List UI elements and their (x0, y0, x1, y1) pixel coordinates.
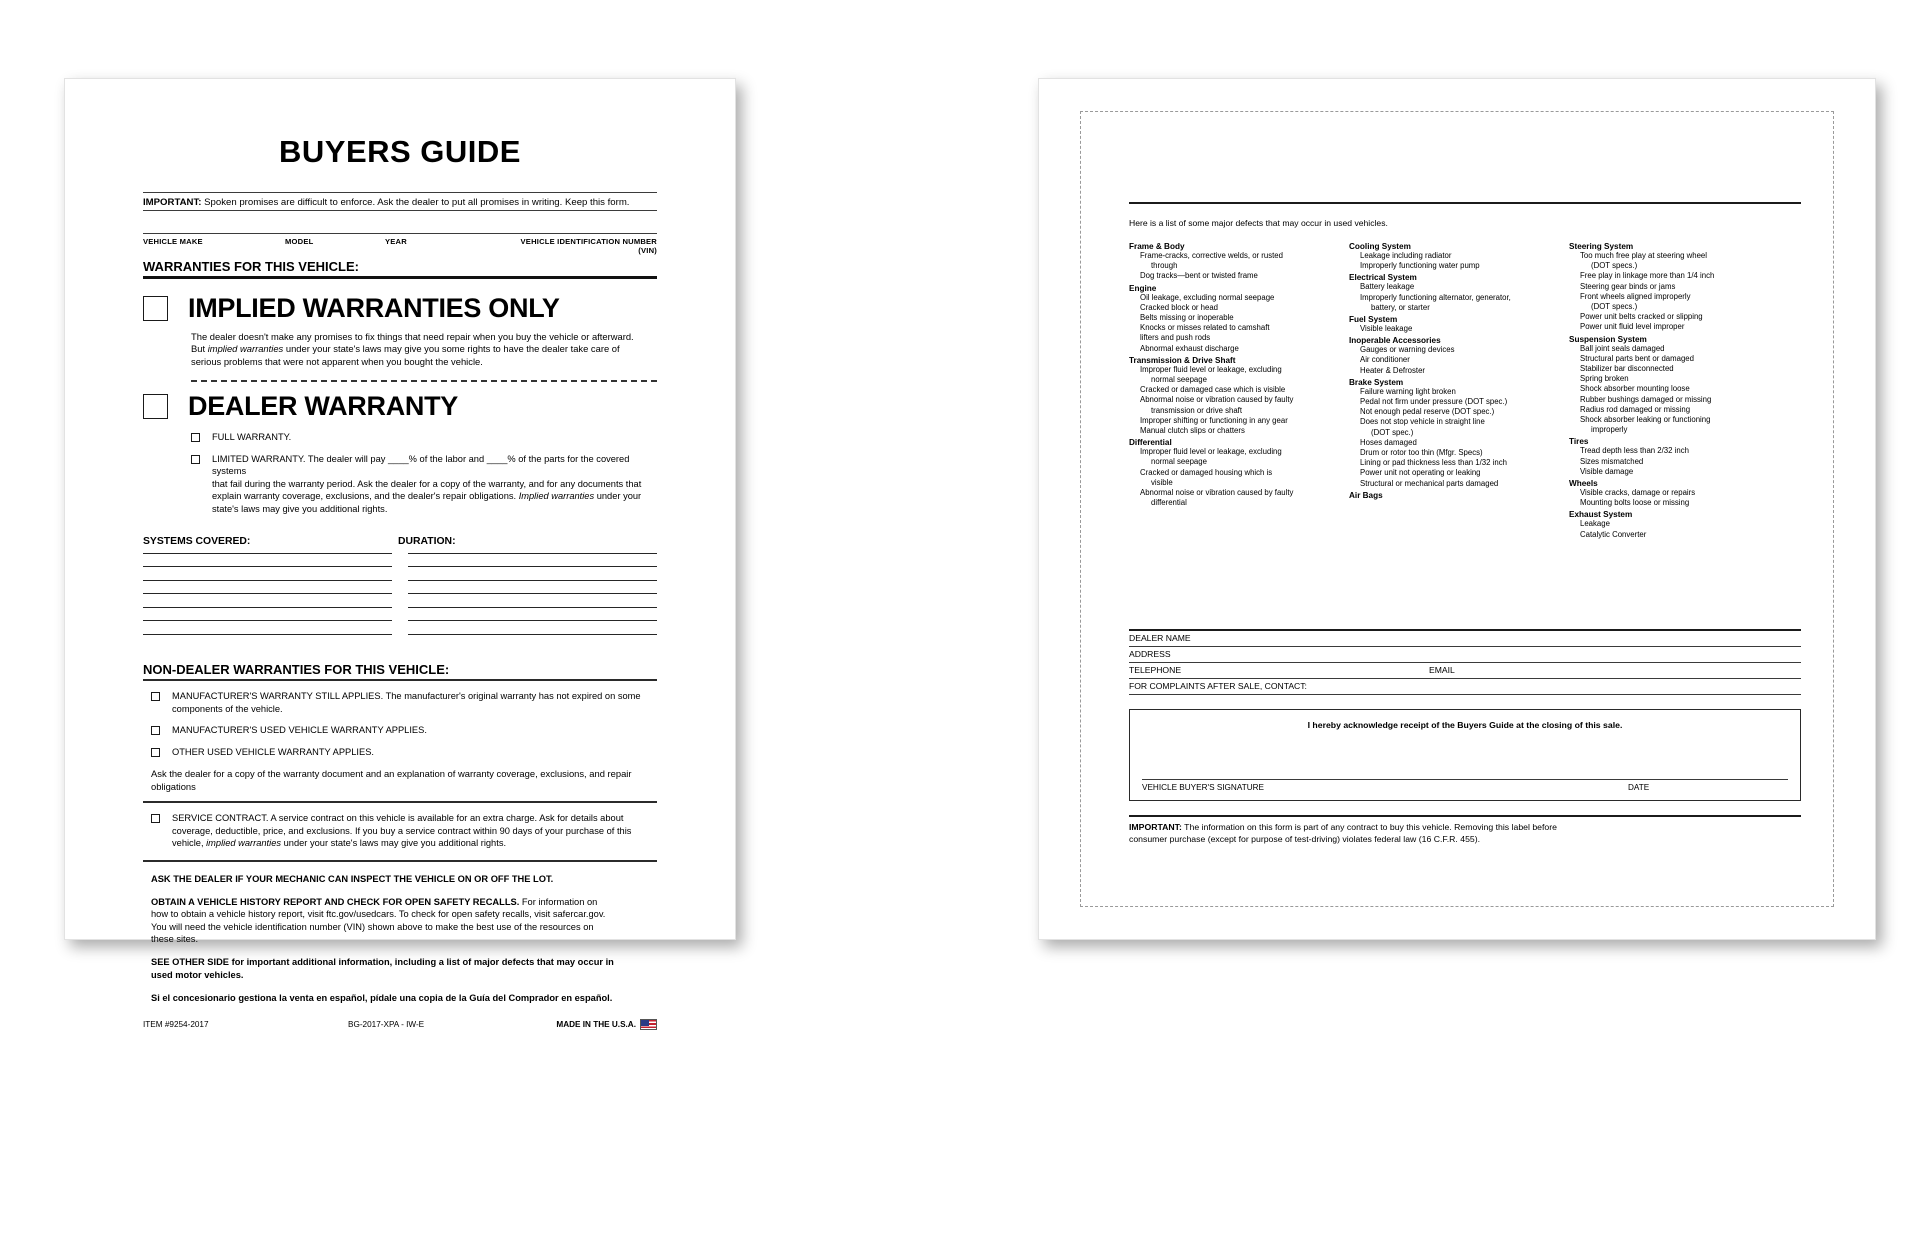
dealer-name-input-line[interactable] (1129, 646, 1801, 647)
complaints-field[interactable] (1129, 681, 1801, 695)
telephone-email-field[interactable] (1129, 665, 1801, 679)
coverage-blank-lines (143, 553, 657, 648)
defect-item: Stabilizer bar disconnected (1580, 364, 1674, 374)
nondealer-item[interactable]: MANUFACTURER'S USED VEHICLE WARRANTY APPLIES. (151, 724, 657, 737)
defect-group (1129, 356, 1327, 436)
defect-item: Visible cracks, damage or repairs (1580, 488, 1696, 498)
defect-item: Radius rod damaged or missing (1580, 404, 1691, 414)
defect-item: Drum or rotor too thin (Mfgr. Specs) (1360, 448, 1483, 458)
defect-item: Improper fluid level or leakage, excluding (1140, 364, 1282, 374)
implied-warranties-description: The dealer doesn't make any promises to fix things that need repair when you buy the vehicle or afterward. But implied warranties under your state's laws may give you some rights to have the dealer take care of serious problems that were not apparent when you bought the vehicle. (191, 331, 634, 367)
dashed-separator (191, 380, 657, 382)
defect-group-heading: Inoperable Accessories (1349, 336, 1441, 346)
email-label: EMAIL (1429, 664, 1455, 675)
defect-item: Manual clutch slips or chatters (1140, 426, 1245, 436)
defect-item: normal seepage (1151, 457, 1207, 467)
defect-item: Hoses damaged (1360, 437, 1417, 447)
defect-group-heading: Air Bags (1349, 490, 1383, 500)
defect-item: Catalytic Converter (1580, 529, 1647, 539)
defect-item: transmission or drive shaft (1151, 405, 1242, 415)
defect-item: Visible leakage (1360, 324, 1413, 334)
defect-list (1129, 293, 1327, 354)
checkbox-dealer-warranty[interactable] (143, 394, 168, 419)
divider-bottom-notes (143, 860, 657, 862)
defect-item: Abnormal exhaust discharge (1140, 343, 1239, 353)
complaints-input-line[interactable] (1129, 694, 1801, 695)
defect-group-heading: Steering System (1569, 242, 1634, 251)
defect-group-heading: Engine (1129, 283, 1157, 293)
defect-group-heading: Transmission & Drive Shaft (1129, 355, 1236, 365)
blank-line[interactable] (143, 607, 392, 621)
defect-item: Sizes mismatched (1580, 456, 1644, 466)
checkbox-implied-warranties-only[interactable] (143, 296, 168, 321)
defect-item: lifters and push rods (1140, 333, 1211, 343)
defect-group-heading: Electrical System (1349, 273, 1417, 283)
defect-item: Battery leakage (1360, 282, 1415, 292)
dealer-name-field[interactable] (1129, 633, 1801, 647)
acknowledgement-title: I hereby acknowledge receipt of the Buyers Guide at the closing of this sale. (1307, 719, 1623, 730)
signature-row (1142, 779, 1788, 792)
blank-line[interactable] (143, 553, 392, 567)
defect-item: Improperly functioning water pump (1360, 261, 1480, 271)
field-label-vehicle-make: VEHICLE MAKE (143, 237, 203, 246)
defect-item: (DOT specs.) (1591, 261, 1638, 271)
defect-item: Cracked block or head (1140, 302, 1219, 312)
defect-list (1569, 344, 1767, 436)
blank-line[interactable] (143, 566, 392, 580)
defect-item: Spring broken (1580, 374, 1629, 384)
defect-item: Frame-cracks, corrective welds, or rusted (1140, 251, 1283, 260)
field-label-model: MODEL (285, 237, 314, 246)
coverage-column-headers (143, 536, 657, 547)
final-important-note: IMPORTANT: The information on this form is part of any contract to buy this vehicle. Removing this label before consumer purchase (except for purpose of test-driving) violates federal law (16 C.F.R. 455). (1129, 821, 1557, 844)
defect-item: (DOT spec.) (1371, 427, 1414, 437)
divider-service-contract (143, 801, 657, 803)
dealer-warranty-option[interactable] (143, 391, 657, 422)
field-label-vin: VEHICLE IDENTIFICATION NUMBER (VIN) (520, 237, 657, 255)
defect-item: Oil leakage, excluding normal seepage (1140, 292, 1275, 302)
defect-item: improperly (1591, 425, 1628, 435)
field-label-year: YEAR (385, 237, 407, 246)
limited-warranty-text: LIMITED WARRANTY. The dealer will pay ____% of the labor and ____% of the parts for the covered systems that fail during the warranty period. Ask the dealer for a copy of the warranty, and for any documents that explain warranty coverage, exclusions, and the dealer's repair obligations. Implied warranties under your state's laws may give you additional rights. (212, 453, 642, 514)
blank-line[interactable] (408, 566, 657, 580)
defect-item: Improper shifting or functioning in any gear (1140, 415, 1288, 425)
important-label: IMPORTANT: (143, 197, 202, 208)
duration-label: DURATION: (398, 535, 456, 547)
divider-warranties (143, 276, 657, 279)
defect-list (1129, 365, 1327, 436)
defect-item: Knocks or misses related to camshaft (1140, 323, 1270, 333)
defect-item: Does not stop vehicle in straight line (1360, 417, 1485, 427)
buyers-guide-page-front (64, 78, 736, 1029)
defects-intro-text: Here is a list of some major defects that may occur in used vehicles. (1129, 218, 1388, 228)
defect-item: Abnormal noise or vibration caused by faulty (1140, 395, 1294, 405)
defect-list (1569, 251, 1767, 333)
defect-group (1129, 242, 1327, 282)
defect-item: Power unit not operating or leaking (1360, 468, 1481, 478)
defect-group (1129, 438, 1327, 508)
defect-item: Dog tracks—bent or twisted frame (1140, 271, 1258, 281)
full-warranty-option[interactable] (191, 431, 657, 444)
defect-item: Cracked or damaged housing which is (1140, 467, 1273, 477)
important-notice (143, 193, 657, 210)
checkbox-full-warranty[interactable] (191, 433, 200, 442)
mechanic-inspection-note: ASK THE DEALER IF YOUR MECHANIC CAN INSPECT THE VEHICLE ON OR OFF THE LOT. (151, 873, 554, 884)
defect-item: Power unit fluid level improper (1580, 322, 1685, 332)
defect-group-heading: Cooling System (1349, 242, 1411, 251)
warranties-section-header: WARRANTIES FOR THIS VEHICLE: (143, 259, 359, 274)
defect-list (1349, 282, 1547, 313)
defect-group-heading: Tires (1569, 437, 1589, 447)
defect-item: normal seepage (1151, 375, 1207, 385)
divider-dealer-info (1129, 629, 1801, 631)
defect-item: Tread depth less than 2/32 inch (1580, 446, 1689, 456)
defect-item: Structural parts bent or damaged (1580, 353, 1694, 363)
blank-line[interactable] (143, 620, 392, 634)
defect-item: Structural or mechanical parts damaged (1360, 478, 1499, 488)
date-label: DATE (1628, 782, 1650, 792)
defect-group (1349, 378, 1547, 489)
defect-item: Ball joint seals damaged (1580, 343, 1665, 353)
dealer-name-label: DEALER NAME (1129, 632, 1191, 643)
blank-line[interactable] (408, 620, 657, 634)
dashed-border-frame (1080, 111, 1834, 907)
checkbox-manufacturer-used-vehicle-warranty[interactable] (151, 726, 160, 735)
telephone-email-input-line[interactable] (1129, 678, 1801, 679)
see-other-side-note: SEE OTHER SIDE for important additional information, including a list of major defects that may occur in used motor vehicles. (151, 957, 614, 980)
telephone-label: TELEPHONE (1129, 664, 1182, 675)
dealer-warranty-label: DEALER WARRANTY (188, 391, 458, 422)
checkbox-other-used-vehicle-warranty[interactable] (151, 748, 160, 757)
important-text: Spoken promises are difficult to enforce. Ask the dealer to put all promises in writing. Keep this form. (204, 197, 630, 208)
complaints-label: FOR COMPLAINTS AFTER SALE, CONTACT: (1129, 680, 1307, 691)
defect-item: Failure warning light broken (1360, 386, 1456, 396)
ask-dealer-note: Ask the dealer for a copy of the warranty document and an explanation of warranty coverage, exclusions, and repair obligations (151, 768, 632, 792)
defect-group (1569, 479, 1767, 508)
signature-label: VEHICLE BUYER'S SIGNATURE (1142, 782, 1264, 792)
defect-list (1349, 251, 1547, 271)
blank-line[interactable] (408, 553, 657, 567)
defect-item: Rubber bushings damaged or missing (1580, 394, 1712, 404)
footer-form-code: BG-2017-XPA - IW-E (348, 1019, 425, 1029)
defect-list (1349, 387, 1547, 489)
defect-item: Gauges or warning devices (1360, 345, 1455, 355)
defects-column-2 (1349, 240, 1547, 541)
defect-item: Front wheels aligned improperly (1580, 291, 1691, 301)
defect-group-heading: Wheels (1569, 479, 1598, 489)
defect-item: Improper fluid level or leakage, excluding (1140, 447, 1282, 457)
blank-line[interactable] (408, 634, 657, 648)
defect-item: (DOT specs.) (1591, 302, 1638, 312)
defect-item: Steering gear binds or jams (1580, 281, 1676, 291)
defect-item: battery, or starter (1371, 302, 1430, 312)
defect-group (1349, 273, 1547, 313)
defect-group-heading: Differential (1129, 438, 1172, 448)
nondealer-section-header: NON-DEALER WARRANTIES FOR THIS VEHICLE: (143, 662, 450, 677)
defect-group (1129, 284, 1327, 354)
defect-item: Pedal not firm under pressure (DOT spec.) (1360, 397, 1508, 407)
defects-column-3 (1569, 240, 1767, 541)
blank-line[interactable] (143, 593, 392, 607)
blank-line[interactable] (408, 580, 657, 594)
defect-item: Cracked or damaged case which is visible (1140, 385, 1286, 395)
defect-item: differential (1151, 498, 1187, 508)
defect-item: Leakage (1580, 519, 1610, 529)
page-title: BUYERS GUIDE (279, 134, 521, 169)
defect-group-heading: Suspension System (1569, 334, 1647, 344)
defect-group (1569, 335, 1767, 436)
defect-list (1129, 251, 1327, 282)
divider-defects-top (1129, 202, 1801, 204)
defect-item: Not enough pedal reserve (DOT spec.) (1360, 407, 1495, 417)
defect-item: Abnormal noise or vibration caused by faulty (1140, 488, 1294, 498)
checkbox-limited-warranty[interactable] (191, 455, 200, 464)
vehicle-history-note: OBTAIN A VEHICLE HISTORY REPORT AND CHECK FOR OPEN SAFETY RECALLS. For information on how to obtain a vehicle history report, visit ftc.gov/usedcars. To check for open safety recalls, visit safercar.gov. You will need the vehicle identification number (VIN) shown above to make the best use of the resources on these sites. (151, 897, 606, 945)
vehicle-field-headers (143, 234, 657, 255)
defect-item: Too much free play at steering wheel (1580, 251, 1707, 260)
defect-group (1569, 510, 1767, 539)
systems-covered-lines (143, 553, 392, 648)
defect-item: Heater & Defroster (1360, 365, 1425, 375)
address-field[interactable] (1129, 649, 1801, 663)
checkbox-manufacturer-warranty-applies[interactable] (151, 692, 160, 701)
defect-list (1349, 345, 1547, 376)
defect-item: Mounting bolts loose or missing (1580, 498, 1690, 508)
defect-list (1569, 488, 1767, 508)
defect-item: Free play in linkage more than 1/4 inch (1580, 271, 1715, 281)
divider-nondealer (143, 679, 657, 681)
footer-item-number: ITEM #9254-2017 (143, 1019, 209, 1029)
blank-line[interactable] (143, 580, 392, 594)
defect-list (1349, 324, 1547, 334)
defect-item: Visible damage (1580, 466, 1634, 476)
defect-list (1569, 519, 1767, 539)
defects-columns (1129, 240, 1801, 541)
defect-group (1349, 336, 1547, 376)
nondealer-item[interactable]: MANUFACTURER'S WARRANTY STILL APPLIES. The manufacturer's original warranty has not expired on some components of the vehicle. (151, 690, 657, 715)
blank-line[interactable] (408, 607, 657, 621)
defect-item: Shock absorber mounting loose (1580, 384, 1690, 394)
defect-group-heading: Exhaust System (1569, 510, 1633, 520)
defect-item: Leakage including radiator (1360, 251, 1452, 260)
checkbox-service-contract[interactable] (151, 814, 160, 823)
defects-column-1 (1129, 240, 1327, 541)
nondealer-item[interactable]: OTHER USED VEHICLE WARRANTY APPLIES. (151, 746, 657, 759)
defect-item: Air conditioner (1360, 355, 1410, 365)
blank-line[interactable] (408, 593, 657, 607)
spanish-note: Si el concesionario gestiona la venta en español, pídale una copia de la Guía del Comprador en español. (151, 993, 613, 1004)
defect-item: Improperly functioning alternator, generator, (1360, 292, 1511, 302)
defect-group-heading: Fuel System (1349, 315, 1398, 325)
defect-group-heading: Brake System (1349, 377, 1404, 387)
acknowledgement-box (1129, 709, 1801, 801)
defect-item: Power unit belts cracked or slipping (1580, 312, 1703, 322)
defect-list (1129, 447, 1327, 508)
service-contract-option[interactable]: SERVICE CONTRACT. A service contract on this vehicle is available for an extra charge. Ask for details about coverage, deductible, price, and exclusions. If you buy a service contract within 90 days of your purchase of this vehicle, implied warranties under your state's laws may give you additional rights. (151, 812, 657, 850)
usa-flag-icon (640, 1019, 657, 1030)
defect-item: Shock absorber leaking or functioning (1580, 415, 1711, 425)
implied-warranties-option[interactable] (143, 293, 657, 324)
blank-line[interactable] (143, 634, 392, 648)
defect-item: visible (1151, 477, 1173, 487)
full-warranty-label: FULL WARRANTY. (212, 432, 292, 443)
page-front-footer (143, 1019, 657, 1030)
buyers-guide-page-back (1038, 78, 1876, 940)
final-important-label: IMPORTANT: (1129, 821, 1182, 832)
address-input-line[interactable] (1129, 662, 1801, 663)
defect-group (1569, 437, 1767, 477)
duration-lines (408, 553, 657, 648)
defect-group (1349, 315, 1547, 334)
defect-list (1569, 446, 1767, 477)
defect-group (1349, 242, 1547, 271)
defect-group (1349, 491, 1547, 500)
defect-item: through (1151, 261, 1178, 271)
defect-group (1569, 242, 1767, 333)
implied-warranties-label: IMPLIED WARRANTIES ONLY (188, 293, 560, 323)
defect-group-heading: Frame & Body (1129, 242, 1185, 251)
address-label: ADDRESS (1129, 648, 1171, 659)
footer-made-in-usa: MADE IN THE U.S.A. (556, 1019, 657, 1030)
limited-warranty-option[interactable] (191, 453, 657, 516)
defect-item: Belts missing or inoperable (1140, 313, 1234, 323)
defect-item: Lining or pad thickness less than 1/32 inch (1360, 458, 1507, 468)
systems-covered-label: SYSTEMS COVERED: (143, 535, 251, 547)
